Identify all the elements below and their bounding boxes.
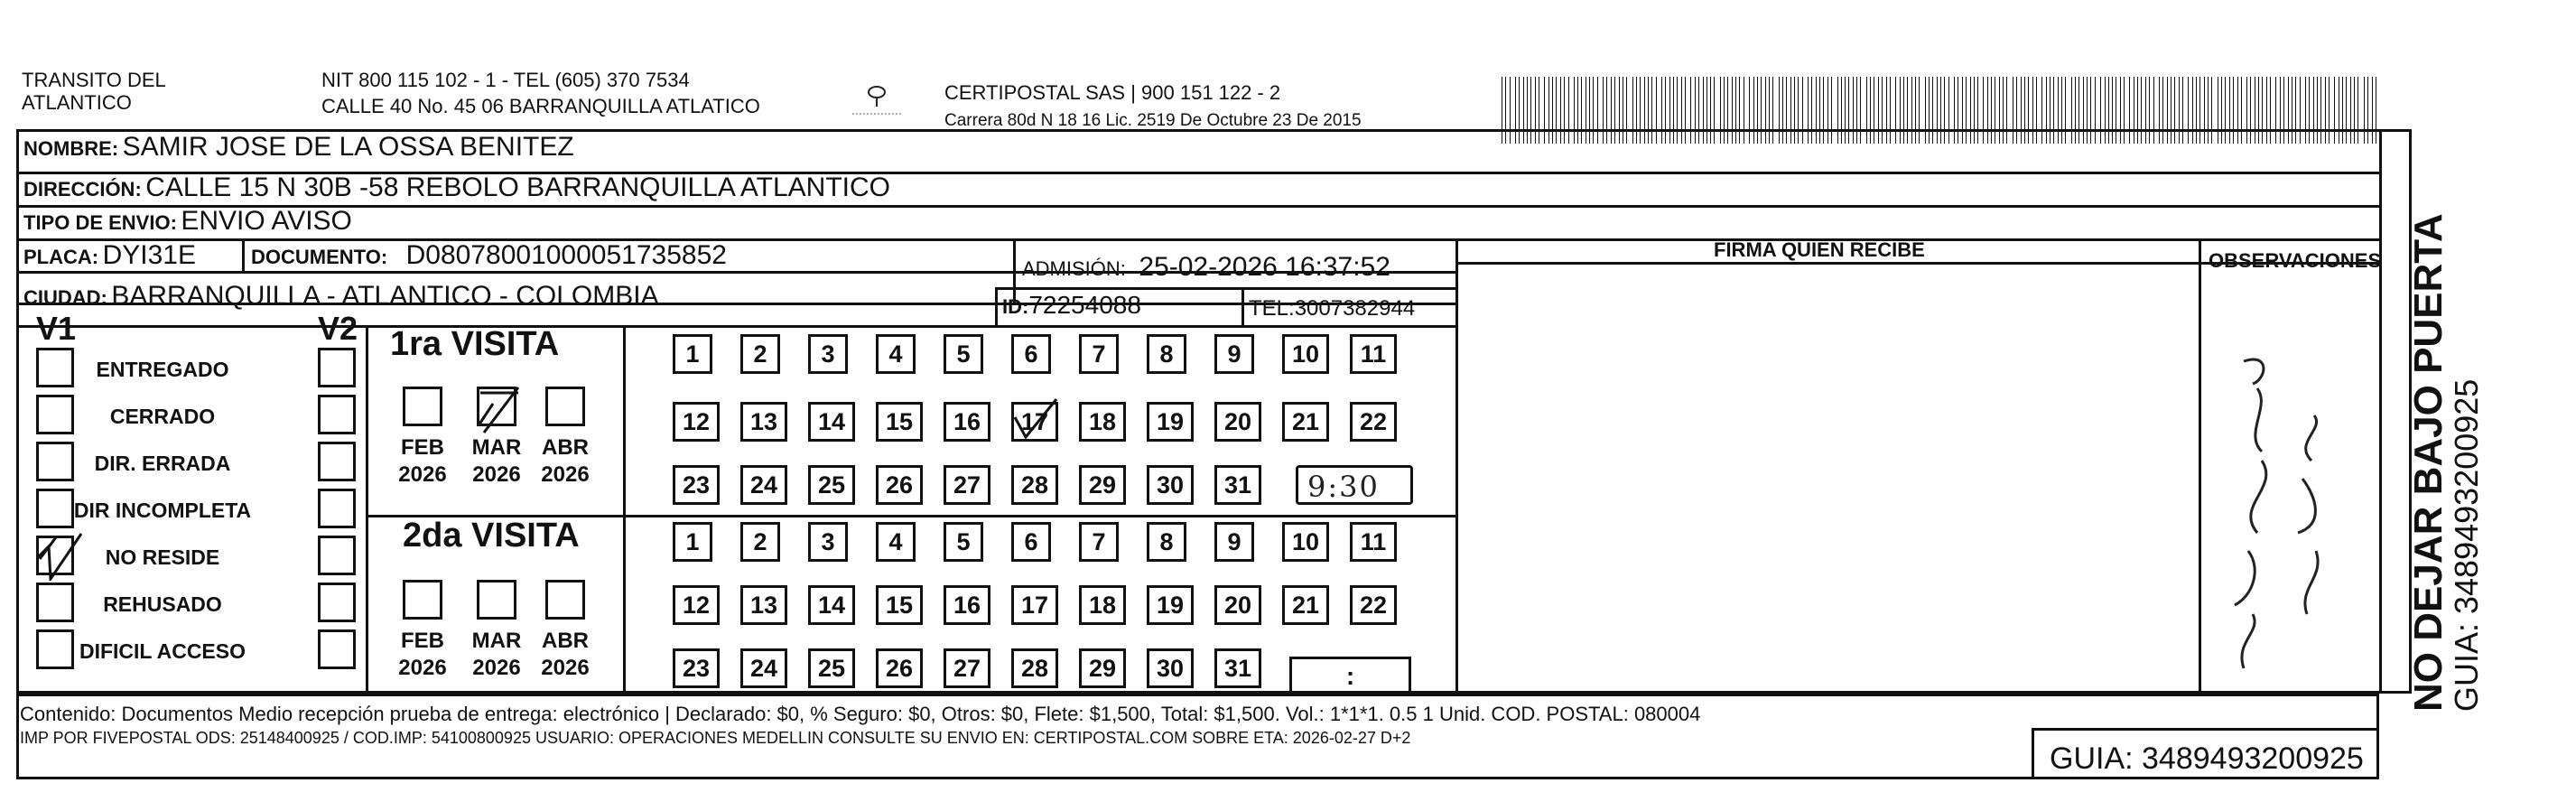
month-name: FEB xyxy=(401,435,444,460)
visit1-day-29[interactable]: 29 xyxy=(1079,465,1126,505)
visit1-day-11[interactable]: 11 xyxy=(1350,334,1397,374)
sender-nit: NIT 800 115 102 - 1 - TEL (605) 370 7534 xyxy=(321,69,690,91)
id-label: ID: xyxy=(1002,295,1029,318)
tel-value: 3007382944 xyxy=(1294,296,1416,321)
visit1-day-10[interactable]: 10 xyxy=(1282,334,1329,374)
direccion-label: DIRECCIÓN: xyxy=(23,178,142,200)
side-warning xyxy=(2406,213,2485,712)
status-option-label: ENTREGADO xyxy=(96,358,229,381)
v2-checkbox[interactable] xyxy=(318,489,356,528)
visit1-day-27[interactable]: 27 xyxy=(944,465,990,505)
visit2-day-17[interactable]: 17 xyxy=(1011,585,1058,625)
company-name: CERTIPOSTAL SAS | 900 151 122 - 2 xyxy=(944,81,1281,104)
month-label xyxy=(465,434,528,489)
month-year: 2026 xyxy=(472,656,521,680)
visit2-day-5[interactable]: 5 xyxy=(944,522,983,562)
month-name: FEB xyxy=(401,629,444,653)
visit1-title: 1ra VISITA xyxy=(390,325,560,363)
month-name: MAR xyxy=(471,629,522,653)
month-checkbox[interactable] xyxy=(477,580,516,620)
visit1-day-31[interactable]: 31 xyxy=(1214,465,1261,505)
visit1-day-16[interactable]: 16 xyxy=(944,402,990,442)
v2-checkbox[interactable] xyxy=(318,395,356,434)
visit2-day-22[interactable]: 22 xyxy=(1350,585,1397,625)
footer-imp: IMP POR FIVEPOSTAL ODS: 25148400925 / COD.IMP: 54100800925 USUARIO: OPERACIONES MEDELLIN CONSULTE SU ENVIO EN: CERTIPOSTAL.COM SOBRE ETA: 2026-02-27 D+2 xyxy=(20,729,1411,747)
visit1-day-9[interactable]: 9 xyxy=(1214,334,1254,374)
visit2-day-31[interactable]: 31 xyxy=(1214,648,1261,688)
month-checkbox[interactable] xyxy=(403,387,442,426)
visit2-day-6[interactable]: 6 xyxy=(1011,522,1051,562)
visit2-day-29[interactable]: 29 xyxy=(1079,648,1126,688)
visit1-day-1[interactable]: 1 xyxy=(673,334,712,374)
visit1-day-23[interactable]: 23 xyxy=(673,465,720,505)
visit2-day-19[interactable]: 19 xyxy=(1147,585,1194,625)
nombre-label: NOMBRE: xyxy=(23,137,119,160)
month-label xyxy=(391,628,454,682)
visit2-time-text: : xyxy=(1345,662,1355,690)
visit2-day-3[interactable]: 3 xyxy=(808,522,848,562)
visit1-day-22[interactable]: 22 xyxy=(1350,402,1397,442)
visit2-day-15[interactable]: 15 xyxy=(876,585,923,625)
tel-cell xyxy=(1249,298,1415,320)
month-year: 2026 xyxy=(541,656,590,680)
visit1-day-15[interactable]: 15 xyxy=(876,402,923,442)
visit2-day-13[interactable]: 13 xyxy=(740,585,787,625)
month-checkbox[interactable] xyxy=(545,387,585,426)
tipo-envio-value: ENVIO AVISO xyxy=(181,206,352,236)
tel-text: TEL: xyxy=(1249,296,1295,321)
visit2-day-25[interactable]: 25 xyxy=(808,648,855,688)
ciudad-cell xyxy=(23,283,659,310)
visit1-day-13[interactable]: 13 xyxy=(740,402,787,442)
visit2-day-26[interactable]: 26 xyxy=(876,648,923,688)
visit1-day-14[interactable]: 14 xyxy=(808,402,855,442)
visit1-day-30[interactable]: 30 xyxy=(1147,465,1194,505)
status-option-label: REHUSADO xyxy=(103,592,222,616)
visit1-day-5[interactable]: 5 xyxy=(944,334,983,374)
visit1-day-20[interactable]: 20 xyxy=(1214,402,1261,442)
month-year: 2026 xyxy=(541,462,590,487)
documento-value: D08078001000051735852 xyxy=(405,240,727,270)
visit1-day-24[interactable]: 24 xyxy=(740,465,787,505)
visit2-day-4[interactable]: 4 xyxy=(876,522,916,562)
status-option-label: DIR. ERRADA xyxy=(94,452,231,475)
month-label xyxy=(391,434,454,489)
visit1-day-17[interactable]: 17 xyxy=(1011,402,1058,442)
status-option-label: NO RESIDE xyxy=(105,545,220,569)
visit1-day-26[interactable]: 26 xyxy=(876,465,923,505)
v2-checkbox[interactable] xyxy=(318,442,356,481)
nombre-value: SAMIR JOSE DE LA OSSA BENITEZ xyxy=(122,132,574,162)
visit2-day-14[interactable]: 14 xyxy=(808,585,855,625)
footer-guia: GUIA: 3489493200925 xyxy=(2050,741,2364,776)
sender-name-line1: TRANSITO DEL xyxy=(22,69,166,91)
nombre-row xyxy=(23,134,574,161)
v1-label: V1 xyxy=(36,310,77,347)
visit2-day-7[interactable]: 7 xyxy=(1079,522,1119,562)
visit1-time-handwritten xyxy=(1307,470,1380,504)
ciudad-label: CIUDAD: xyxy=(23,286,107,309)
status-option-label: DIFICIL ACCESO xyxy=(79,639,246,663)
visit2-title: 2da VISITA xyxy=(403,517,580,555)
admision-value: 25-02-2026 16:37:52 xyxy=(1139,252,1390,282)
certipostal-logo-icon xyxy=(849,79,905,123)
tipo-envio-label: TIPO DE ENVIO: xyxy=(23,211,177,234)
month-label xyxy=(465,628,528,682)
admision-label: ADMISIÓN: xyxy=(1022,257,1126,280)
direccion-value: CALLE 15 N 30B -58 REBOLO BARRANQUILLA ATLANTICO xyxy=(145,172,890,202)
placa-value: DYI31E xyxy=(102,240,196,270)
visit1-time-text: 9:30 xyxy=(1307,470,1380,504)
month-name: ABR xyxy=(542,435,589,460)
firma-label: FIRMA QUIEN RECIBE xyxy=(1714,238,1925,261)
v2-label: V2 xyxy=(318,310,358,347)
visit1-day-8[interactable]: 8 xyxy=(1147,334,1186,374)
side-guia-text: GUIA: 3489493200925 xyxy=(2448,378,2485,712)
direccion-row xyxy=(23,174,890,201)
status-option-label: CERRADO xyxy=(109,405,216,428)
visit1-day-28[interactable]: 28 xyxy=(1011,465,1058,505)
visit1-day-6[interactable]: 6 xyxy=(1011,334,1051,374)
visit2-day-20[interactable]: 20 xyxy=(1214,585,1261,625)
visit1-day-21[interactable]: 21 xyxy=(1282,402,1329,442)
month-check-mark-icon xyxy=(473,384,527,438)
visit2-day-12[interactable]: 12 xyxy=(673,585,720,625)
sender-name-line2: ATLANTICO xyxy=(22,91,132,114)
visit1-day-2[interactable]: 2 xyxy=(740,334,780,374)
visit2-day-10[interactable]: 10 xyxy=(1282,522,1329,562)
id-cell xyxy=(1002,293,1141,318)
visit2-day-27[interactable]: 27 xyxy=(944,648,990,688)
visit2-day-28[interactable]: 28 xyxy=(1011,648,1058,688)
visit2-day-8[interactable]: 8 xyxy=(1147,522,1186,562)
side-warning-text: NO DEJAR BAJO PUERTA xyxy=(2406,213,2450,712)
visit1-day-12[interactable]: 12 xyxy=(673,402,720,442)
day-check-mark-icon xyxy=(1009,396,1064,450)
month-year: 2026 xyxy=(472,462,521,487)
visit2-day-30[interactable]: 30 xyxy=(1147,648,1194,688)
visit1-day-3[interactable]: 3 xyxy=(808,334,848,374)
company-license: Carrera 80d N 18 16 Lic. 2519 De Octubre 23 De 2015 xyxy=(944,111,1362,130)
month-label xyxy=(534,628,597,682)
v2-checkbox[interactable] xyxy=(318,583,356,622)
status-option-label: DIR INCOMPLETA xyxy=(73,499,252,522)
tipo-envio-row xyxy=(23,208,352,235)
visit2-day-21[interactable]: 21 xyxy=(1282,585,1329,625)
visit2-time-box xyxy=(1289,657,1411,696)
month-year: 2026 xyxy=(398,656,447,680)
admision-cell xyxy=(1022,254,1390,281)
month-name: MAR xyxy=(471,435,522,460)
visit1-day-19[interactable]: 19 xyxy=(1147,402,1194,442)
visit2-day-11[interactable]: 11 xyxy=(1350,522,1397,562)
visit1-day-7[interactable]: 7 xyxy=(1079,334,1119,374)
month-checkbox[interactable] xyxy=(545,580,585,620)
id-value: 72254088 xyxy=(1028,291,1141,319)
sender-address: CALLE 40 No. 45 06 BARRANQUILLA ATLATICO xyxy=(321,95,760,117)
placa-cell xyxy=(23,242,196,269)
v2-checkbox[interactable] xyxy=(318,348,356,387)
visit2-day-9[interactable]: 9 xyxy=(1214,522,1254,562)
visit2-day-16[interactable]: 16 xyxy=(944,585,990,625)
documento-cell xyxy=(251,242,727,269)
placa-label: PLACA: xyxy=(23,246,99,268)
month-label xyxy=(534,434,597,489)
footer-contenido: Contenido: Documentos Medio recepción prueba de entrega: electrónico | Declarado: $0, % Seguro: $0, Otros: $0, Flete: $1,500, Total: $1,500. Vol.: 1*1*1. 0.5 1 Unid. COD. POSTAL: 080004 xyxy=(20,703,1701,725)
check-mark-icon xyxy=(34,527,92,581)
ciudad-value: BARRANQUILLA - ATLANTICO - COLOMBIA xyxy=(111,281,659,311)
visit2-day-2[interactable]: 2 xyxy=(740,522,780,562)
month-checkbox[interactable] xyxy=(403,580,442,620)
month-name: ABR xyxy=(542,629,589,653)
visit2-day-18[interactable]: 18 xyxy=(1079,585,1126,625)
visit2-day-24[interactable]: 24 xyxy=(740,648,787,688)
visit1-day-18[interactable]: 18 xyxy=(1079,402,1126,442)
visit2-day-23[interactable]: 23 xyxy=(673,648,720,688)
visit2-day-1[interactable]: 1 xyxy=(673,522,712,562)
visit1-time-box xyxy=(1296,465,1413,505)
visit1-day-4[interactable]: 4 xyxy=(876,334,916,374)
visit1-day-25[interactable]: 25 xyxy=(808,465,855,505)
month-year: 2026 xyxy=(398,462,447,487)
documento-label: DOCUMENTO: xyxy=(251,246,388,268)
v2-checkbox[interactable] xyxy=(318,536,356,575)
handwritten-observation xyxy=(2208,343,2370,686)
v2-checkbox[interactable] xyxy=(318,629,356,669)
observaciones-label: OBSERVACIONES xyxy=(2209,249,2382,272)
